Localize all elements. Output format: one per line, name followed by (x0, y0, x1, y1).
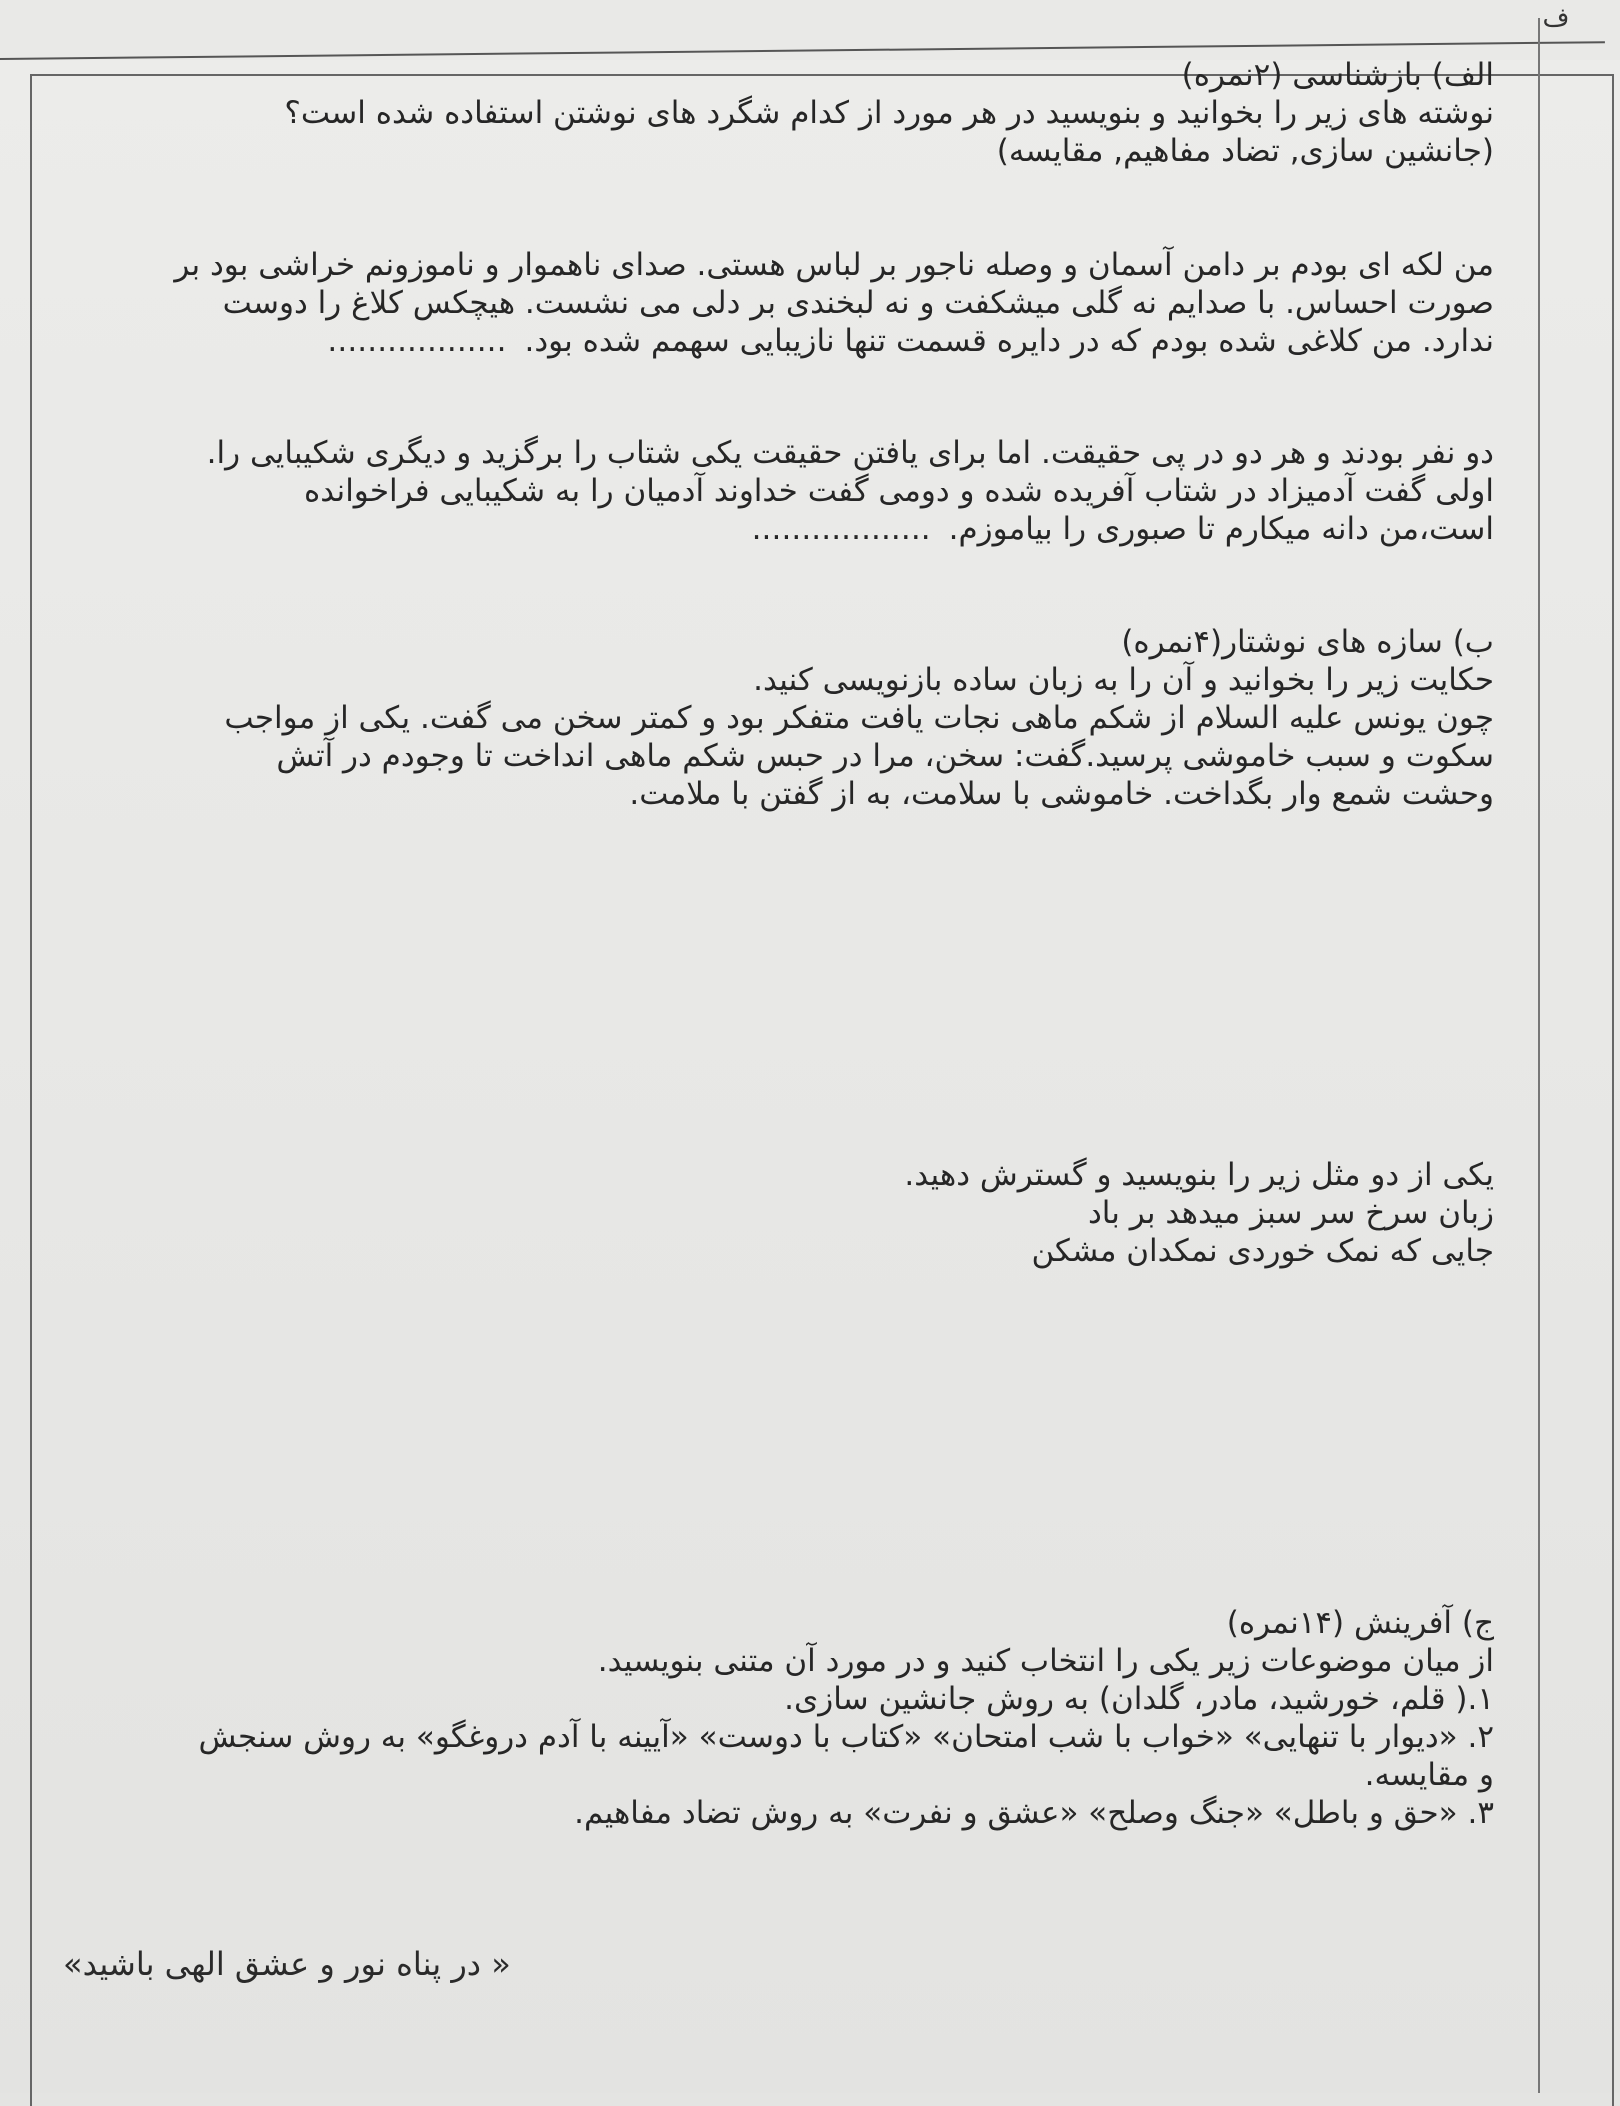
passage-1-line (174, 322, 1494, 360)
story-line: سکوت و سبب خاموشی پرسید.گفت: سخن، مرا در حبس شکم ماهی انداخت تا وجودم در آتش (276, 738, 1494, 774)
passage-1-text: ندارد. من کلاغی شده بودم که در دایره قسمت تنها نازیبایی سهمم شده بود. (524, 323, 1494, 359)
section-a-title: الف) بازشناسی (۲نمره) (1181, 57, 1494, 93)
section-c-instruction: از میان موضوعات زیر یکی را انتخاب کنید و در مورد آن متنی بنویسید. (597, 1643, 1494, 1679)
right-margin-line (1538, 18, 1540, 2093)
section-b-instruction: حکایت زیر را بخوانید و آن را به زبان ساده بازنویسی کنید. (753, 662, 1494, 698)
top-right-mark: ف (1542, 3, 1570, 33)
section-a-instruction-line: نوشته های زیر را بخوانید و بنویسید در هر مورد از کدام شگرد های نوشتن استفاده شده است؟ (284, 95, 1494, 131)
passage-2 (207, 434, 1494, 548)
answer-blank[interactable]: .................. (327, 323, 507, 359)
story-line: وحشت شمع وار بگداخت. خاموشی با سلامت، به از گفتن با ملامت. (629, 776, 1494, 812)
passage-1-line: صورت احساس. با صدایم نه گلی میشکفت و نه لبخندی بر دلی می نشست. هیچکس کلاغ را دوست (222, 285, 1494, 321)
passage-1-line: من لکه ای بودم بر دامن آسمان و وصله ناجور بر لباس هستی. صدای ناهموار و ناموزونم خراشی بود بر (174, 247, 1494, 283)
passage-1 (174, 246, 1494, 360)
section-b-story (224, 623, 1494, 813)
topic-item: ۲. «دیوار با تنهایی» «خواب با شب امتحان» «کتاب با دوست» «آیینه با آدم دروغگو» به روش سنجش (198, 1719, 1494, 1755)
topic-item: ۱.( قلم، خورشید، مادر، گلدان) به روش جانشین سازی. (784, 1681, 1494, 1717)
section-a-header (284, 56, 1494, 170)
exam-content (48, 56, 1528, 2076)
passage-2-text: است،من دانه میکارم تا صبوری را بیاموزم. (948, 511, 1494, 547)
story-line: چون یونس علیه السلام از شکم ماهی نجات یافت متفکر بود و کمتر سخن می گفت. یکی از مواجب (224, 700, 1494, 736)
passage-2-line: دو نفر بودند و هر دو در پی حقیقت. اما برای یافتن حقیقت یکی شتاب را برگزید و دیگری شکیبایی را. (206, 435, 1494, 471)
proverb-item: جایی که نمک خوردی نمکدان مشکن (1031, 1233, 1494, 1269)
proverb-item: زبان سرخ سر سبز میدهد بر باد (1088, 1195, 1494, 1231)
proverb-section (904, 1156, 1494, 1270)
proverb-instruction: یکی از دو مثل زیر را بنویسید و گسترش دهید. (904, 1157, 1494, 1193)
passage-2-line (207, 510, 1494, 548)
topic-item: و مقایسه. (1364, 1757, 1494, 1793)
section-b-title: ب) سازه های نوشتار(۴نمره) (1121, 624, 1494, 660)
passage-2-line: اولی گفت آدمیزاد در شتاب آفریده شده و دومی گفت خداوند آدمیان را به شکیبایی فراخوانده (304, 473, 1494, 509)
answer-blank[interactable]: .................. (751, 511, 931, 547)
closing-note: « در پناه نور و عشق الهی باشید» (63, 1945, 511, 1983)
section-c (198, 1604, 1494, 1832)
topic-item: ۳. «حق و باطل» «جنگ وصلح» «عشق و نفرت» به روش تضاد مفاهیم. (574, 1795, 1494, 1831)
section-a-options-line: (جانشین سازی, تضاد مفاهیم, مقایسه) (996, 133, 1494, 169)
section-c-title: ج) آفرینش (۱۴نمره) (1226, 1605, 1494, 1641)
